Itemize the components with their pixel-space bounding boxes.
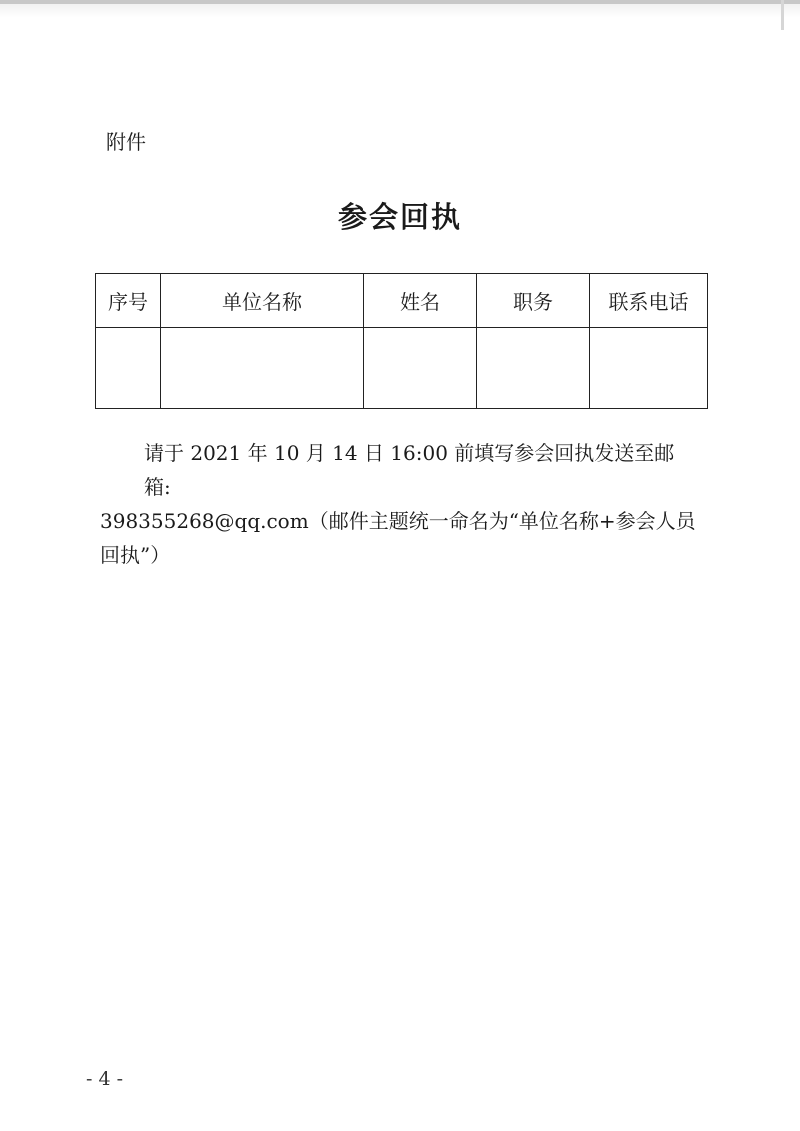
attachment-label: 附件	[106, 130, 146, 154]
page-number: - 4 -	[86, 1068, 124, 1090]
cell-position	[477, 328, 590, 409]
note-line-3: 回执”）	[100, 543, 171, 567]
header-cell-organization: 单位名称	[161, 274, 364, 328]
header-cell-serial-number: 序号	[96, 274, 161, 328]
header-cell-phone: 联系电话	[590, 274, 708, 328]
submission-note	[100, 436, 700, 572]
cell-serial-number	[96, 328, 161, 409]
table-header-row	[96, 274, 708, 328]
scan-edge-mark	[781, 0, 784, 30]
cell-name	[364, 328, 477, 409]
cell-organization	[161, 328, 364, 409]
scan-top-shadow	[0, 4, 800, 18]
page-title: 参会回执	[337, 200, 462, 234]
note-line-2: 398355268@qq.com（邮件主题统一命名为“单位名称+参会人员	[100, 509, 696, 533]
receipt-table	[95, 273, 708, 409]
note-line-1: 请于 2021 年 10 月 14 日 16:00 前填写参会回执发送至邮箱:	[144, 441, 675, 499]
header-cell-name: 姓名	[364, 274, 477, 328]
cell-phone	[590, 328, 708, 409]
header-cell-position: 职务	[477, 274, 590, 328]
table-row	[96, 328, 708, 409]
